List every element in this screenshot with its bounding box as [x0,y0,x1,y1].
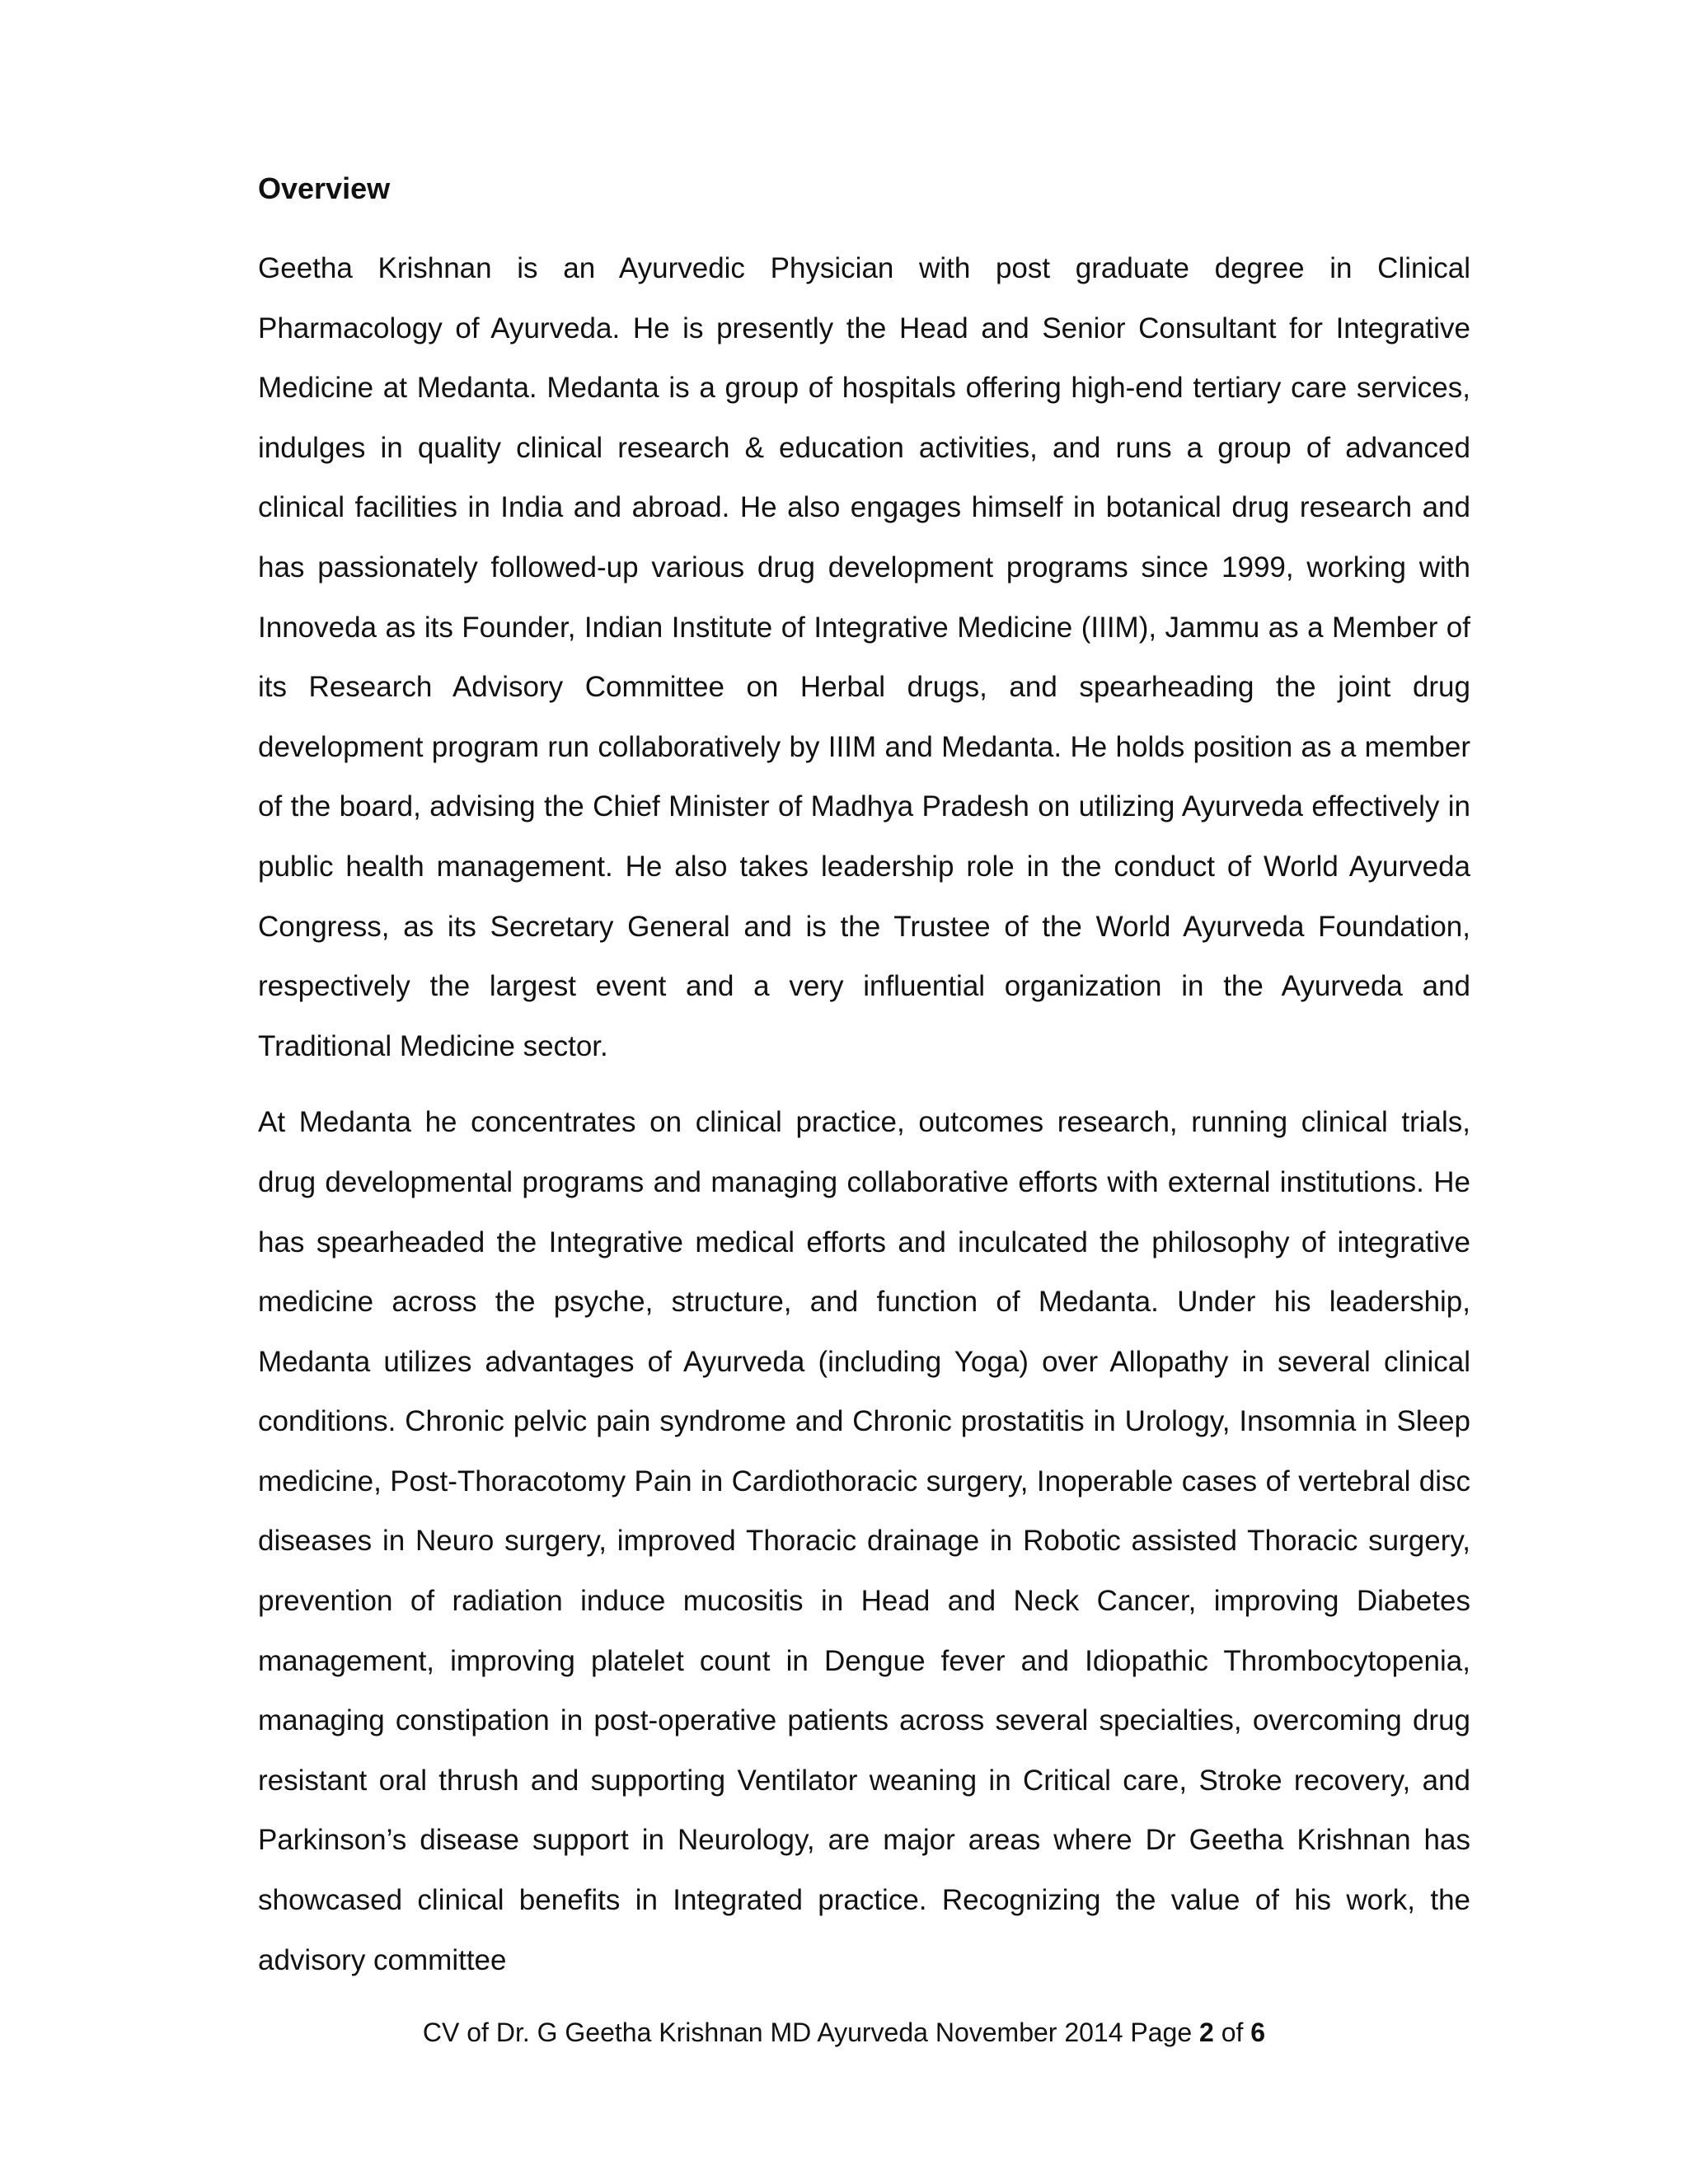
overview-paragraph-2: At Medanta he concentrates on clinical practice, outcomes research, running clinical trials, drug developmental programs and managing collaborative efforts with external institutions. He has spearheaded the Integrative medical efforts and inculcated the philosophy of integrative medicine across the psyche, structure, and function of Medanta. Under his leadership, Medanta utilizes advantages of Ayurveda (including Yoga) over Allopathy in several clinical conditions. Chronic pelvic pain syndrome and Chronic prostatitis in Urology, Insomnia in Sleep medicine, Post-Thoracotomy Pain in Cardiothoracic surgery, Inoperable cases of vertebral disc diseases in Neuro surgery, improved Thoracic drainage in Robotic assisted Thoracic surgery, prevention of radiation induce mucositis in Head and Neck Cancer, improving Diabetes management, improving platelet count in Dengue fever and Idiopathic Thrombocytopenia, managing constipation in post-operative patients across several specialties, overcoming drug resistant oral thrush and supporting Ventilator weaning in Critical care, Stroke recovery, and Parkinson’s disease support in Neurology, are major areas where Dr Geetha Krishnan has showcased clinical benefits in Integrated practice. Recognizing the value of his work, the advisory committee [258,1106,1470,1976]
footer-text: CV of Dr. G Geetha Krishnan MD Ayurveda November 2014 Page [422,2018,1200,2047]
section-heading: Overview [258,171,391,205]
overview-paragraph-1: Geetha Krishnan is an Ayurvedic Physician with post graduate degree in Clinical Pharmacology of Ayurveda. He is presently the Head and Senior Consultant for Integrative Medicine at Medanta. Medanta is a group of hospitals offering high-end tertiary care services, indulges in quality clinical research & education activities, and runs a group of advanced clinical facilities in India and abroad. He also engages himself in botanical drug research and has passionately followed-up various drug development programs since 1999, working with Innoveda as its Founder, Indian Institute of Integrative Medicine (IIIM), Jammu as a Member of its Research Advisory Committee on Herbal drugs, and spearheading the joint drug development program run collaboratively by IIIM and Medanta. He holds position as a member of the board, advising the Chief Minister of Madhya Pradesh on utilizing Ayurveda effectively in public health management. He also takes leadership role in the conduct of World Ayurveda Congress, as its Secretary General and is the Trustee of the World Ayurveda Foundation, respectively the largest event and a very influential organization in the Ayurveda and Traditional Medicine sector. [258,252,1470,1062]
footer-page-number: 2 [1199,2018,1214,2047]
footer-of-text: of [1213,2018,1251,2047]
footer-total-pages: 6 [1250,2018,1266,2047]
page-footer [0,2016,1688,2049]
page-content [258,169,1470,2007]
